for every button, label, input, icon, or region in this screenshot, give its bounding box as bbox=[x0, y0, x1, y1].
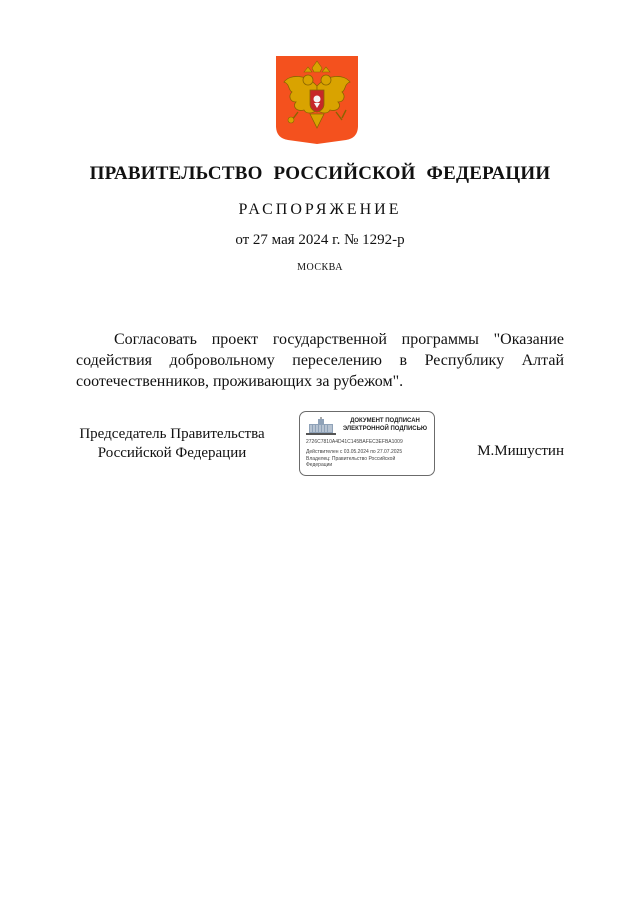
signer-position bbox=[72, 425, 272, 463]
stamp-heading-line: ДОКУМЕНТ ПОДПИСАН bbox=[350, 418, 420, 424]
electronic-signature-stamp bbox=[299, 411, 435, 476]
document-title: ПРАВИТЕЛЬСТВО РОССИЙСКОЙ ФЕДЕРАЦИИ bbox=[89, 163, 551, 184]
stamp-heading-line: ЭЛЕКТРОННОЙ ПОДПИСЬЮ bbox=[342, 425, 428, 432]
coat-of-arms-icon bbox=[276, 56, 358, 144]
stamp-owner: Владелец: Правительство Российской bbox=[306, 456, 396, 462]
document-date-number: от 27 мая 2024 г. № 1292-р bbox=[235, 232, 405, 248]
stamp-certificate: 2726C7810A4D41C145BAFEC3EFBA1009 bbox=[306, 439, 403, 445]
signer-position-line: Российской Федерации bbox=[97, 445, 247, 461]
body-line: соотечественников, проживающих за рубежом". bbox=[76, 373, 404, 390]
body-line: Согласовать проект государственной программы "Оказание bbox=[114, 331, 564, 348]
stamp-owner: Федерации bbox=[306, 462, 333, 468]
body-line: содействия добровольному переселению в Республику Алтай bbox=[76, 352, 564, 369]
stamp-validity: Действителен с 03.05.2024 по 27.07.2025 bbox=[306, 449, 403, 455]
document-type: РАСПОРЯЖЕНИЕ bbox=[238, 201, 402, 218]
government-building-icon bbox=[306, 417, 336, 435]
signer-name: М.Мишустин bbox=[477, 443, 564, 459]
document-body bbox=[76, 329, 564, 392]
stamp-heading bbox=[338, 418, 432, 433]
signer-position-line: Председатель Правительства bbox=[79, 426, 265, 442]
document-city: МОСКВА bbox=[297, 262, 343, 273]
